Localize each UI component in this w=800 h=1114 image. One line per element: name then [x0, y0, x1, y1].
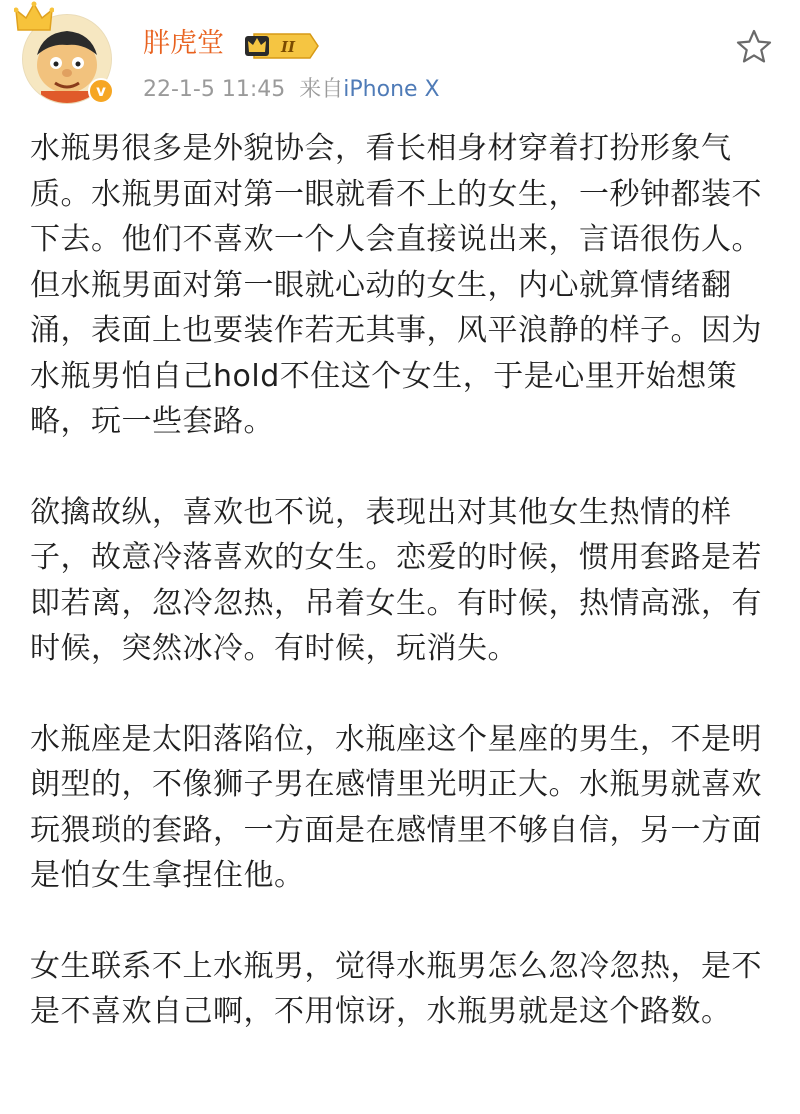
username[interactable]: 胖虎堂	[143, 28, 224, 59]
star-outline-icon[interactable]	[735, 28, 773, 66]
post-paragraph-2: 欲擒故纵，喜欢也不说，表现出对其他女生热情的样子，故意冷落喜欢的女生。恋爱的时候，惯用套路是若即若离，忽冷忽热，吊着女生。有时候，热情高涨，有时候，突然冰冷。有时候，玩消失。	[30, 494, 762, 666]
post-meta	[143, 74, 440, 106]
verified-v-icon: v	[88, 78, 114, 104]
post-paragraph-3: 水瓶座是太阳落陷位，水瓶座这个星座的男生，不是明朗型的，不像狮子男在感情里光明正大。水瓶男就喜欢玩猥琐的套路，一方面是在感情里不够自信，另一方面是怕女生拿捏住他。	[30, 721, 762, 893]
crown-icon	[14, 0, 54, 36]
source-device-link[interactable]: iPhone X	[343, 77, 440, 102]
level-badge-icon	[244, 32, 320, 60]
post-body	[30, 126, 772, 1080]
post-date: 22-1-5 11:45	[143, 77, 286, 102]
post-header	[0, 0, 800, 120]
post-paragraph-4: 女生联系不上水瓶男，觉得水瓶男怎么忽冷忽热，是不是不喜欢自己啊，不用惊讶，水瓶男就是这个路数。	[30, 948, 762, 1029]
source-prefix: 来自	[299, 77, 344, 102]
post-paragraph-1: 水瓶男很多是外貌协会，看长相身材穿着打扮形象气质。水瓶男面对第一眼就看不上的女生，一秒钟都装不下去。他们不喜欢一个人会直接说出来，言语很伤人。但水瓶男面对第一眼就心动的女生，内心就算情绪翻涌，表面上也要装作若无其事，风平浪静的样子。因为水瓶男怕自己hold不住这个女生，于是心里开始想策略，玩一些套路。	[30, 131, 762, 439]
level-badge-text: II	[280, 38, 296, 56]
